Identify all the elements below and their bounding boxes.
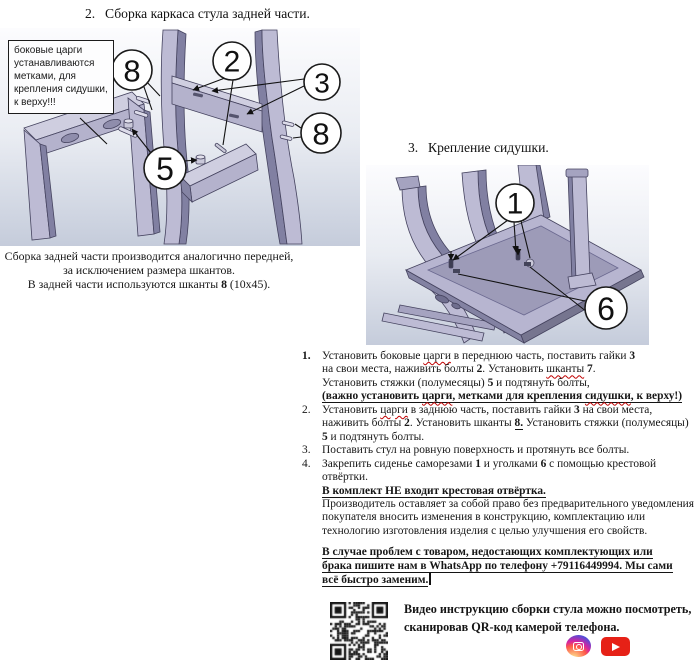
warranty-text: В случае проблем с товаром, недостающих комплектующих или брака пишите нам в WhatsApp по телефону +79116449994. Мы сами всё быстро заменим. [322, 546, 673, 587]
instruction-item-3 [302, 444, 700, 457]
item-number: 2. [302, 403, 311, 416]
svg-text:6: 6 [597, 291, 615, 327]
callout-5 [144, 147, 186, 189]
item-number: 4. [302, 457, 311, 470]
instruction-list [302, 350, 700, 588]
svg-text:8: 8 [312, 116, 330, 152]
instruction-item-1 [302, 350, 700, 404]
youtube-icon[interactable] [601, 637, 630, 656]
diagram1-caption: Сборка задней части производится аналогично передней, за исключением размера шкантов. В задней части используются шканты 8 (10x45). [4, 249, 294, 291]
diagram-seat-attachment [366, 165, 649, 345]
play-icon [612, 643, 620, 651]
instruction-item-4 [302, 458, 700, 539]
eccentric-nut [124, 119, 133, 128]
note-box [8, 40, 114, 114]
section3-number: 3. [408, 140, 419, 155]
callout-3 [304, 64, 340, 100]
item-text: Закрепить сиденье саморезами 1 и уголками 6 с помощью крестовой отвёртки. В комплект НЕ входит крестовая отвёртка. Производитель оставляет за собой право без предварительного уведомления покупателя вносить изменения в конструкцию, комплектацию или технологию изготовления изделия с целью улучшения его свойств. [322, 457, 695, 537]
section2-title [85, 6, 310, 22]
section3-title-text: Крепление сидушки. [428, 140, 549, 155]
svg-text:3: 3 [314, 67, 330, 99]
callout-2 [213, 42, 251, 80]
item-text: Поставить стул на ровную поверхность и протянуть все болты. [322, 444, 630, 457]
section2-title-text: Сборка каркаса стула задней части. [105, 6, 310, 21]
item-text: Установить царги в заднюю часть, поставить гайки 3 на свои места, наживить болты 2. Установить шканты 8. Установить стяжки (полумесяцы) 5 и подтянуть болты. [322, 403, 689, 443]
section2-number: 2. [85, 6, 96, 21]
callout-1 [496, 184, 534, 222]
note-box-text: боковые царги устанавливаются метками, для крепления сидушки, к верху!!! [14, 45, 108, 108]
section3-title [408, 140, 549, 156]
item-text: Установить боковые царги в переднюю часть, поставить гайки 3 на свои места, наживить болты 2. Установить шканты 7. Установить стяжки (полумесяцы) 5 и подтянуть болты, (важно установить царги, метками для крепления сидушки, к верху!) [322, 350, 682, 403]
callout-8-left [112, 50, 152, 90]
callout-6 [585, 287, 627, 329]
svg-text:1: 1 [506, 187, 524, 221]
textbox-edge [429, 573, 431, 585]
warranty-note [322, 546, 700, 587]
svg-text:8: 8 [123, 53, 141, 89]
instruction-item-2 [302, 404, 700, 444]
qr-code [330, 602, 388, 660]
eccentric-nut [196, 155, 205, 164]
instagram-icon[interactable] [566, 635, 591, 657]
svg-text:5: 5 [156, 151, 174, 187]
camera-glyph [573, 642, 584, 651]
qr-caption: Видео инструкцию сборки стула можно посмотреть, сканировав QR-код камерой телефона. [404, 602, 692, 634]
item-number: 3. [302, 444, 311, 457]
svg-text:2: 2 [223, 45, 241, 79]
callout-8-right [301, 113, 341, 153]
item-number: 1. [302, 350, 311, 362]
